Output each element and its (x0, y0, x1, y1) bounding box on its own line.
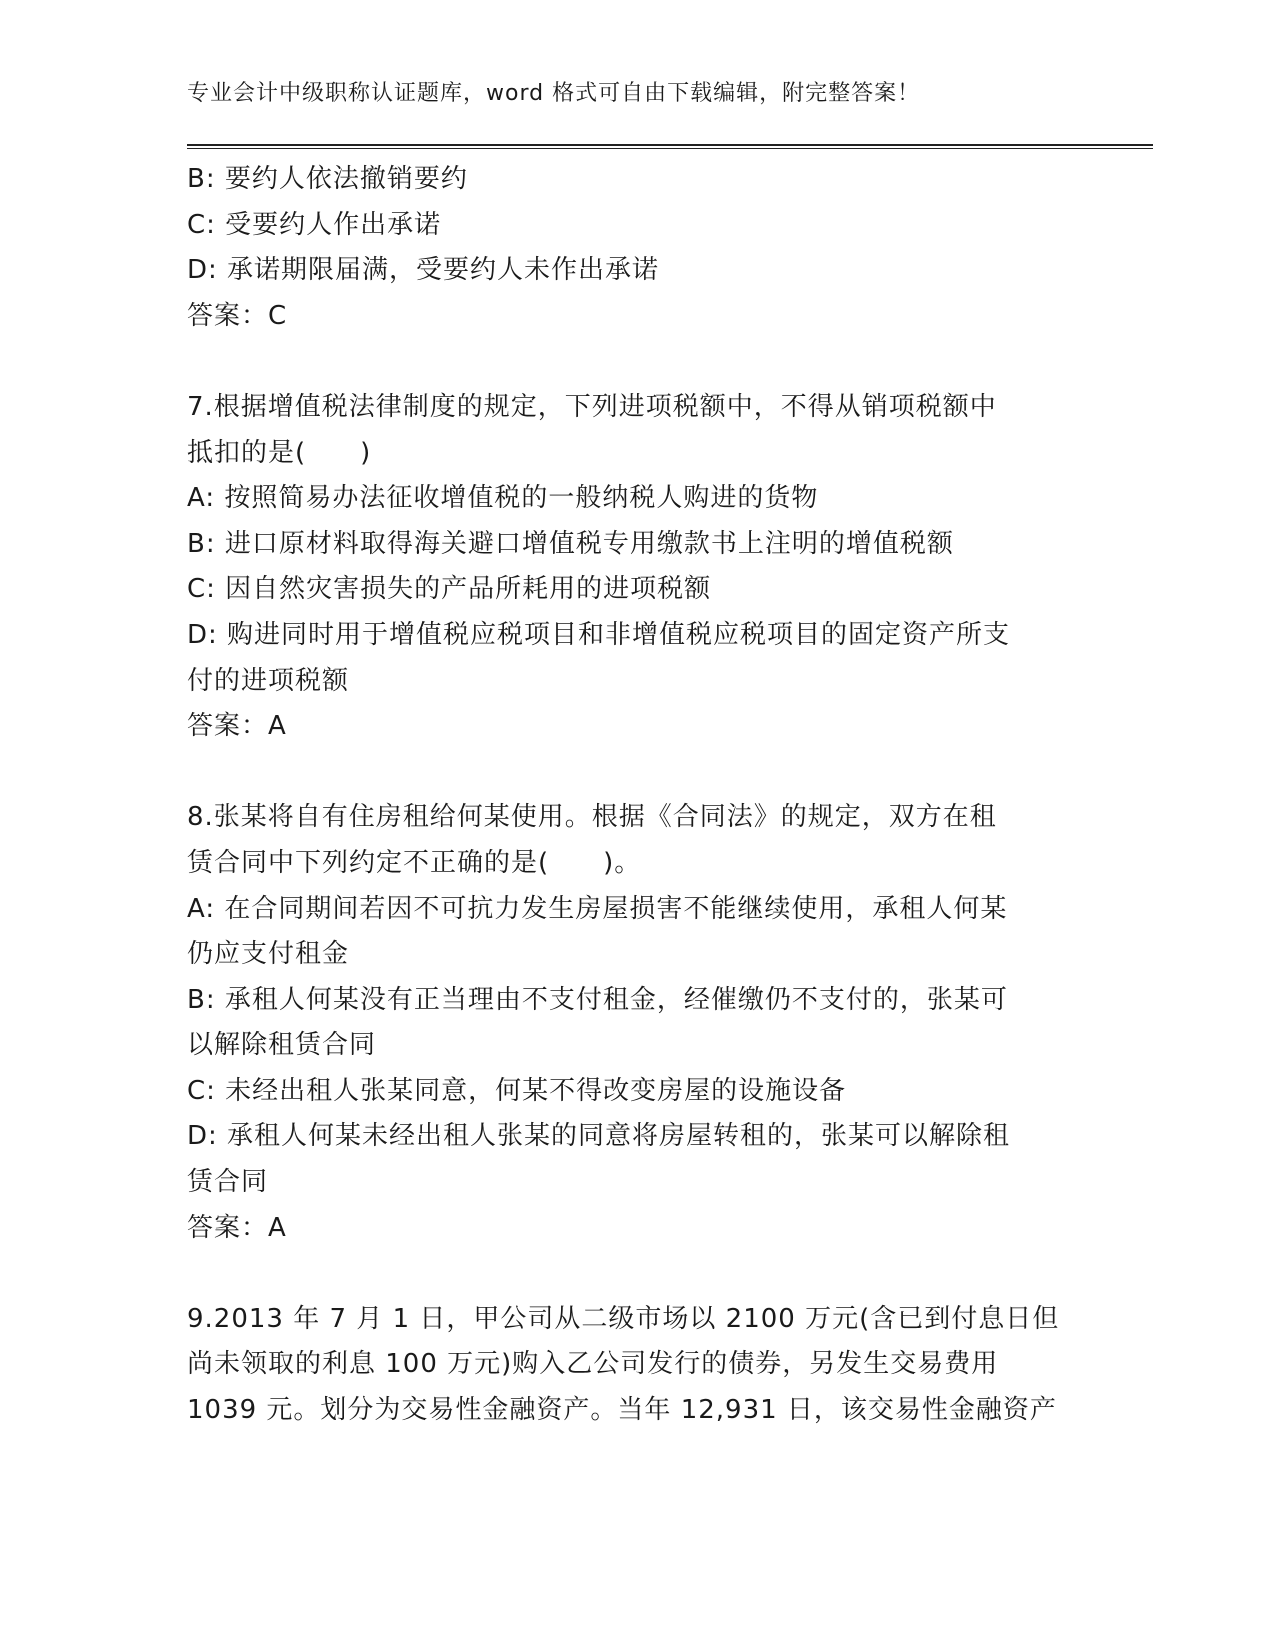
q8-option-a-line-1: A: 在合同期间若因不可抗力发生房屋损害不能继续使用，承租人何某 (187, 893, 1008, 924)
q7-stem-line-1: 7.根据增值税法律制度的规定，下列进项税额中，不得从销项税额中 (187, 391, 997, 422)
document-body (187, 157, 1087, 1434)
q6-answer: 答案：C (187, 300, 288, 331)
q7-stem-line-2: 抵扣的是( ) (187, 437, 372, 468)
header-divider (187, 144, 1153, 149)
page-header: 专业会计中级职称认证题库，word 格式可自由下载编辑，附完整答案！ (187, 81, 921, 106)
q9-stem-line-1: 9.2013 年 7 月 1 日，甲公司从二级市场以 2100 万元(含已到付息日但 (187, 1303, 1060, 1334)
q6-option-b: B: 要约人依法撤销要约 (187, 164, 468, 194)
q9-stem-line-2: 尚未领取的利息 100 万元)购入乙公司发行的债券，另发生交易费用 (187, 1349, 999, 1380)
q7-option-b: B: 进口原材料取得海关避口增值税专用缴款书上注明的增值税额 (187, 528, 954, 559)
q7-option-d-line-2: 付的进项税额 (187, 665, 350, 696)
spacer (187, 1251, 1087, 1297)
q8-option-b-line-2: 以解除租赁合同 (187, 1030, 377, 1061)
q8-stem-line-1: 8.张某将自有住房租给何某使用。根据《合同法》的规定，双方在租 (187, 802, 997, 833)
q6-option-c: C: 受要约人作出承诺 (187, 209, 442, 240)
q7-option-a: A: 按照简易办法征收增值税的一般纳税人购进的货物 (187, 483, 819, 514)
q8-option-d-line-2: 赁合同 (187, 1167, 269, 1198)
q8-option-d-line-1: D: 承租人何某未经出租人张某的同意将房屋转租的，张某可以解除租 (187, 1121, 1011, 1152)
q7-option-d-line-1: D: 购进同时用于增值税应税项目和非增值税应税项目的固定资产所支 (187, 619, 1011, 650)
q8-option-a-line-2: 仍应支付租金 (187, 939, 350, 970)
q8-answer: 答案：A (187, 1212, 287, 1243)
q7-option-c: C: 因自然灾害损失的产品所耗用的进项税额 (187, 574, 712, 605)
q8-stem-line-2: 赁合同中下列约定不正确的是( )。 (187, 847, 642, 878)
q8-option-c: C: 未经出租人张某同意，何某不得改变房屋的设施设备 (187, 1075, 847, 1106)
q7-answer: 答案：A (187, 711, 287, 742)
q6-option-d: D: 承诺期限届满，受要约人未作出承诺 (187, 255, 660, 286)
spacer (187, 339, 1087, 385)
q9-stem-line-3: 1039 元。划分为交易性金融资产。当年 12,931 日，该交易性金融资产 (187, 1395, 1057, 1426)
q8-option-b-line-1: B: 承租人何某没有正当理由不支付租金，经催缴仍不支付的，张某可 (187, 984, 1008, 1015)
spacer (187, 750, 1087, 796)
